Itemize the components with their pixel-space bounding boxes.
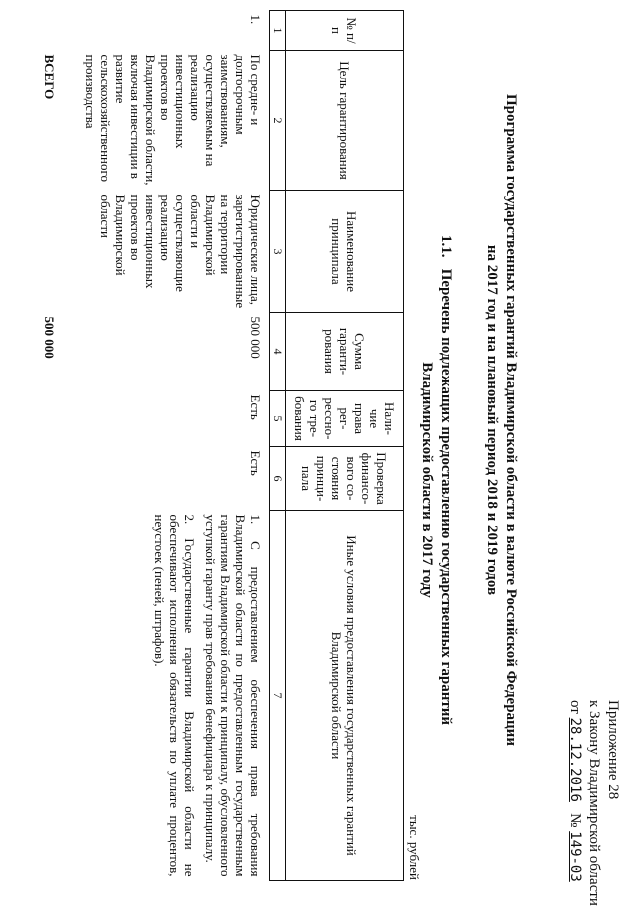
- units-label: тыс. рублей: [407, 815, 422, 880]
- appendix-date-line: [565, 700, 584, 900]
- row-amount: 500 000: [248, 316, 263, 359]
- col-header-purpose: Цель гарантирования: [286, 51, 404, 191]
- appendix-law: к Закону Владимирской области: [586, 700, 602, 906]
- col-header-conditions: Иные условия предоставления государственных гарантий Владимирской области: [286, 511, 404, 881]
- col-number: 5: [270, 391, 286, 447]
- section-title-line1: [436, 200, 455, 760]
- law-number: 149-03: [567, 831, 583, 882]
- col-number: 6: [270, 447, 286, 511]
- condition-item: 2. Государственные гарантии Владимирской области не обеспечивают исполнения обязательств по уплате процентов, неустоек (пеней, штрафов).: [152, 514, 197, 877]
- column-number-row: [270, 11, 286, 881]
- section-title-line2: Владимирской области в 2017 году: [419, 362, 435, 598]
- row-check: Есть: [248, 450, 263, 476]
- program-title-line1: Программа государственных гарантий Владимирской области в валюте Российской Федерации: [503, 94, 519, 746]
- col-header-check: Проверка финансо-вого со-стояния принци-пала: [286, 447, 404, 511]
- col-number: 1: [270, 11, 286, 51]
- row-principal: Юридические лица, зарегистрированные на территории Владимирской области и осуществляющие реализацию инвестиционных проектов во Владимирской области: [98, 194, 263, 309]
- number-prefix: №: [567, 813, 583, 828]
- col-header-amount: Сумма гаранти-рования: [286, 313, 404, 391]
- col-header-num: № п/п: [286, 11, 404, 51]
- program-title: [482, 80, 520, 760]
- appendix-title: Приложение 28: [605, 700, 621, 800]
- total-amount: 500 000: [42, 316, 57, 359]
- row-number: 1.: [248, 14, 263, 25]
- row-conditions: [81, 511, 270, 881]
- section-number: 1.1.: [438, 234, 454, 258]
- guarantees-table: [38, 10, 404, 881]
- col-number: 2: [270, 51, 286, 191]
- total-row: [38, 11, 81, 881]
- law-date: 28.12.2016: [567, 717, 583, 802]
- section-title-text: Перечень подлежащих предоставлению государственных гарантий: [438, 268, 454, 726]
- col-header-principal: Наименование принципала: [286, 191, 404, 313]
- condition-item: 1. С предоставлением обеспечения права требования Владимирской области по предоставленным государственным гарантиям Владимирской области к принципалу, обусловленного уступкой гаранту прав требования бенефициара к принципалу.: [203, 514, 263, 877]
- row-regress: Есть: [248, 394, 263, 420]
- total-label: ВСЕГО: [42, 54, 57, 100]
- row-purpose: По средне- и долгосрочным заимствованиям, осуществляемым на реализацию инвестиционных проектов во Владимирской области, включая инвестиции в развитие сельскохозяйственного производства: [83, 54, 263, 186]
- col-number: 7: [270, 511, 286, 881]
- appendix-header: [565, 700, 622, 906]
- col-number: 3: [270, 191, 286, 313]
- table-row: [81, 11, 270, 881]
- col-number: 4: [270, 313, 286, 391]
- program-title-line2: на 2017 год и на плановый период 2018 и 2019 годов: [484, 244, 500, 596]
- table-header-row: [286, 11, 404, 881]
- col-header-regress: Нали-чие права рег-рессно-го тре-бования: [286, 391, 404, 447]
- section-title: [417, 200, 455, 760]
- date-prefix: от: [567, 700, 583, 714]
